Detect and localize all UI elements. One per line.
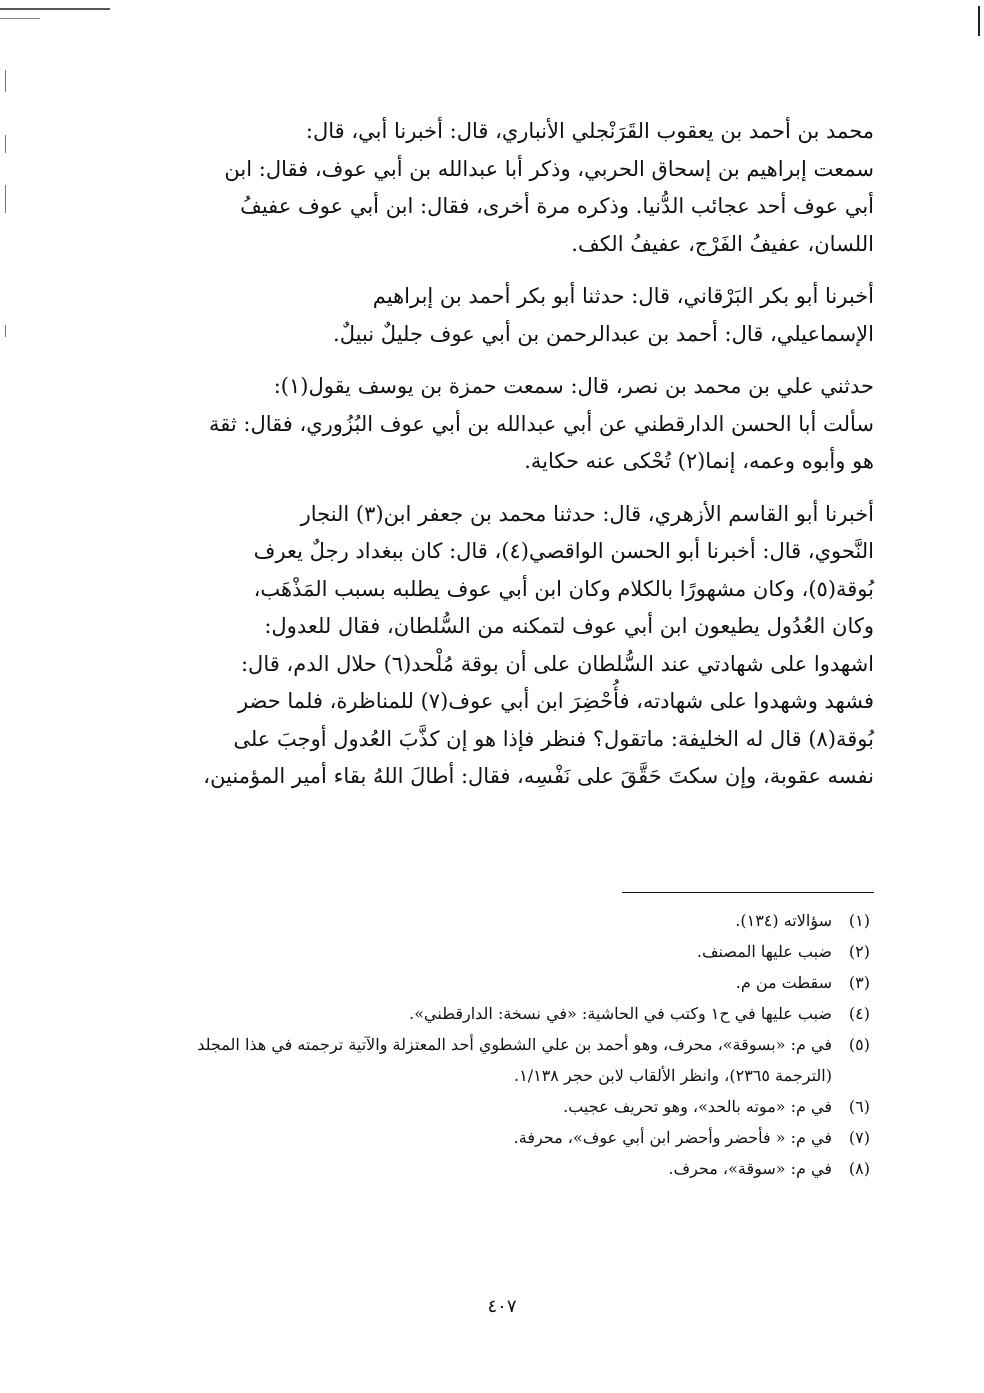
footnote-text: ضبب عليها في ح١ وكتب في الحاشية: «في نسخة: الدارقطني».	[409, 1004, 832, 1023]
text-line: وكان العُدُول يطيعون ابن أبي عوف لتمكنه من السُّلطان، فقال للعدول:	[264, 614, 874, 638]
scan-artifact-left-tick	[5, 185, 6, 213]
footnote-text: في م: « فأحضر وأحضر ابن أبي عوف»، محرفة.	[513, 1128, 832, 1147]
text-line: اللسان، عفيفُ الفَرْج، عفيفُ الكف.	[571, 231, 874, 256]
footnote-text: في م: «سوقة»، محرف.	[668, 1159, 832, 1178]
footnote	[160, 1091, 880, 1122]
footnote-number: (٨)	[848, 1159, 870, 1178]
footnote-text: ضبب عليها المصنف.	[696, 942, 832, 961]
text-line: أخبرنا أبو بكر البَرْقاني، قال: حدثنا أبو بكر أحمد بن إبراهيم	[372, 284, 874, 308]
paragraph	[158, 113, 874, 263]
footnote	[160, 1122, 880, 1153]
text-line: محمد بن أحمد بن يعقوب القَرَنْجلي الأنباري، قال: أخبرنا أبي، قال:	[305, 119, 874, 143]
footnote-text: في م: «بسوقة»، محرف، وهو أحمد بن علي الشطوي أحد المعتزلة والآتية ترجمته في هذا المجلد (الترجمة ٢٣٦٥)، وانظر الألقاب لابن حجر ١/١٣٨.	[197, 1035, 832, 1085]
scan-artifact-left-tick	[5, 325, 6, 337]
footnote	[160, 1029, 880, 1091]
text-line: بُوقة(٨) قال له الخليفة: ماتقول؟ فنظر فإذا هو إن كذَّبَ العُدول أوجبَ على	[233, 726, 874, 751]
text-line: هو وأبوه وعمه، إنما(٢) تُحْكى عنه حكاية.	[524, 449, 874, 473]
footnote	[160, 905, 880, 936]
scan-artifact-right-mark	[978, 6, 980, 36]
footnote-text: سقطت من م.	[735, 973, 832, 992]
paragraph	[158, 368, 874, 481]
footnote	[160, 936, 880, 967]
scan-artifact-top-line-short	[0, 18, 40, 19]
footnote-number: (٥)	[848, 1035, 870, 1054]
text-line: أبي عوف أحد عجائب الدُّنيا. وذكره مرة أخرى، فقال: ابن أبي عوف عفيفُ	[240, 194, 874, 218]
text-line: حدثني علي بن محمد بن نصر، قال: سمعت حمزة بن يوسف يقول(١):	[273, 374, 874, 398]
text-line: الإسماعيلي، قال: أحمد بن عبدالرحمن بن أبي عوف جليلٌ نبيلٌ.	[333, 321, 874, 346]
text-line: فشهد وشهدوا على شهادته، فأُحْضِرَ ابن أبي عوف(٧) للمناظرة، فلما حضر	[237, 689, 874, 713]
footnote-number: (٢)	[848, 942, 870, 961]
footnote	[160, 967, 880, 998]
footnote-number: (٧)	[848, 1128, 870, 1147]
scan-artifact-top-line	[0, 8, 110, 10]
text-line: بُوقة(٥)، وكان مشهورًا بالكلام وكان ابن أبي عوف يطلبه بسبب المَذْهَب،	[253, 576, 874, 601]
footnote	[160, 1153, 880, 1184]
page-number: ٤٠٧	[487, 1296, 517, 1317]
footnote	[160, 998, 880, 1029]
text-line: اشهدوا على شهادتي عند السُّلطان على أن بوقة مُلْحد(٦) حلال الدم، قال:	[240, 651, 874, 676]
footnote-number: (٤)	[848, 1004, 870, 1023]
scan-artifact-left-tick	[5, 135, 6, 153]
text-line: أخبرنا أبو القاسم الأزهري، قال: حدثنا محمد بن جعفر ابن(٣) النجار	[300, 501, 874, 526]
footnote-number: (٣)	[848, 973, 870, 992]
paragraph	[158, 496, 874, 796]
footnote-divider	[622, 892, 874, 893]
footnote-text: سؤالاته (١٣٤).	[735, 911, 832, 930]
scan-artifact-left-tick	[5, 70, 6, 92]
footnote-text: في م: «موته بالحد»، وهو تحريف عجيب.	[563, 1097, 832, 1116]
paragraph	[158, 278, 874, 353]
text-line: النَّحوي، قال: أخبرنا أبو الحسن الواقصي(٤)، قال: كان ببغداد رجلٌ يعرف	[253, 539, 874, 563]
footnotes	[160, 905, 880, 1184]
text-line: سألت أبا الحسن الدارقطني عن أبي عبدالله بن أبي عوف البُزُوري، فقال: ثقة	[208, 411, 874, 436]
footnote-number: (١)	[848, 911, 870, 930]
text-line: نفسه عقوبة، وإن سكتَ حَقَّقَ على نَفْسِه، فقال: أطالَ اللهُ بقاء أمير المؤمنين،	[203, 764, 874, 788]
footnote-number: (٦)	[848, 1097, 870, 1116]
text-line: سمعت إبراهيم بن إسحاق الحربي، وذكر أبا عبدالله بن أبي عوف، فقال: ابن	[224, 156, 874, 181]
main-text	[158, 113, 874, 811]
